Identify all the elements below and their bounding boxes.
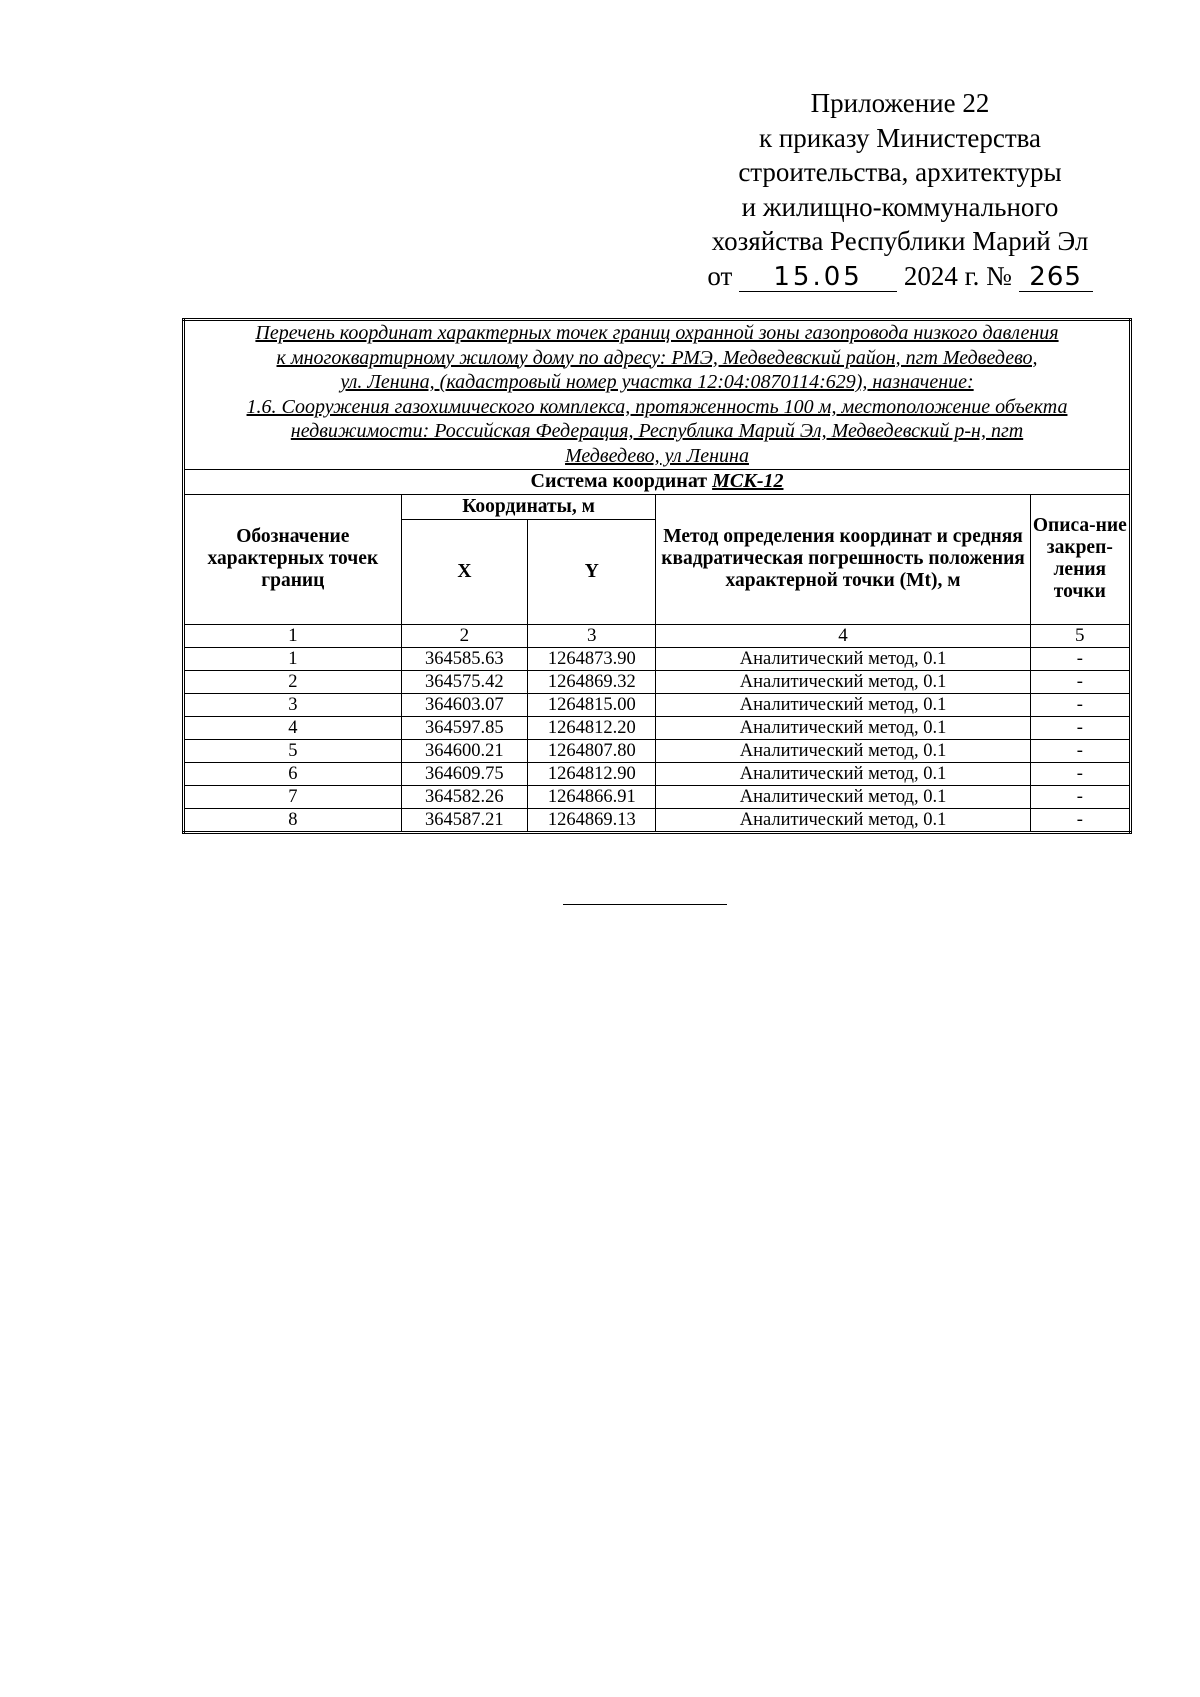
- x-cell: 364609.75: [401, 762, 527, 785]
- method-cell: Аналитический метод, 0.1: [656, 785, 1030, 808]
- header-line: и жилищно-коммунального: [741, 191, 1059, 222]
- header-x: X: [401, 519, 527, 624]
- column-number: 1: [184, 624, 402, 647]
- method-cell: Аналитический метод, 0.1: [656, 647, 1030, 670]
- year-text: 2024 г. №: [903, 260, 1012, 291]
- header-line: хозяйства Республики Марий Эл: [711, 226, 1089, 256]
- table-title-line: 1.6. Сооружения газохимического комплекса, протяженность 100 м, местоположение объекта: [246, 395, 1068, 418]
- point-cell: 5: [184, 739, 402, 762]
- end-separator-line: [563, 904, 727, 905]
- description-cell: -: [1030, 808, 1130, 832]
- method-cell: Аналитический метод, 0.1: [656, 739, 1030, 762]
- description-cell: -: [1030, 762, 1130, 785]
- y-cell: 1264815.00: [528, 693, 656, 716]
- description-cell: -: [1030, 647, 1130, 670]
- description-cell: -: [1030, 716, 1130, 739]
- table-row: [184, 647, 1131, 670]
- table-row: [184, 739, 1131, 762]
- method-cell: Аналитический метод, 0.1: [656, 808, 1030, 832]
- x-cell: 364597.85: [401, 716, 527, 739]
- header-point: Обозначение характерных точек границ: [184, 494, 402, 624]
- column-number: 4: [656, 624, 1030, 647]
- point-cell: 4: [184, 716, 402, 739]
- point-cell: 6: [184, 762, 402, 785]
- point-cell: 7: [184, 785, 402, 808]
- handwritten-order-number: 265: [1019, 263, 1093, 292]
- column-number: 5: [1030, 624, 1130, 647]
- column-number: 3: [528, 624, 656, 647]
- coordinate-system-value: МСК-12: [712, 470, 784, 493]
- x-cell: 364582.26: [401, 785, 527, 808]
- point-cell: 8: [184, 808, 402, 832]
- table-row: [184, 716, 1131, 739]
- table-title-line: Перечень координат характерных точек границ охранной зоны газопровода низкого давления: [255, 322, 1059, 344]
- document-header: [690, 86, 1110, 293]
- coordinates-table: [182, 318, 1132, 834]
- y-cell: 1264807.80: [528, 739, 656, 762]
- x-cell: 364603.07: [401, 693, 527, 716]
- method-cell: Аналитический метод, 0.1: [656, 670, 1030, 693]
- table-title-line: к многоквартирному жилому дому по адресу: РМЭ, Медведевский район, пгт Медведево,: [276, 346, 1038, 369]
- table-row: [184, 693, 1131, 716]
- header-line: Приложение 22: [810, 88, 990, 118]
- point-cell: 3: [184, 693, 402, 716]
- y-cell: 1264869.32: [528, 670, 656, 693]
- table-row: [184, 670, 1131, 693]
- y-cell: 1264873.90: [528, 647, 656, 670]
- description-cell: -: [1030, 693, 1130, 716]
- y-cell: 1264869.13: [528, 808, 656, 832]
- header-line: строительства, архитектуры: [738, 157, 1062, 187]
- table-title-line: Медведево, ул Ленина: [565, 444, 749, 467]
- table-row: [184, 785, 1131, 808]
- table-row: [184, 808, 1131, 832]
- header-description: Описа-ние закреп-ления точки: [1030, 494, 1130, 624]
- table-title-line: недвижимости: Российская Федерация, Республика Марий Эл, Медведевский р-н, пгт: [290, 420, 1024, 443]
- table-title-line: ул. Ленина, (кадастровый номер участка 12:04:0870114:629), назначение:: [340, 371, 974, 394]
- point-cell: 2: [184, 670, 402, 693]
- description-cell: -: [1030, 670, 1130, 693]
- method-cell: Аналитический метод, 0.1: [656, 716, 1030, 739]
- x-cell: 364575.42: [401, 670, 527, 693]
- date-prefix: от: [707, 260, 733, 291]
- header-method: Метод определения координат и средняя квадратическая погрешность положения характерной точки (Mt), м: [656, 494, 1030, 624]
- method-cell: Аналитический метод, 0.1: [656, 762, 1030, 785]
- description-cell: -: [1030, 739, 1130, 762]
- coordinate-system: [184, 469, 1131, 494]
- handwritten-date: 15.05: [739, 263, 897, 292]
- header-y: Y: [528, 519, 656, 624]
- column-numbers-row: [184, 624, 1131, 647]
- point-cell: 1: [184, 647, 402, 670]
- table-row: [184, 762, 1131, 785]
- x-cell: 364585.63: [401, 647, 527, 670]
- description-cell: -: [1030, 785, 1130, 808]
- x-cell: 364600.21: [401, 739, 527, 762]
- header-coordinates: Координаты, м: [401, 494, 656, 519]
- column-number: 2: [401, 624, 527, 647]
- method-cell: Аналитический метод, 0.1: [656, 693, 1030, 716]
- coordinate-system-label: Система координат: [530, 470, 708, 493]
- y-cell: 1264812.90: [528, 762, 656, 785]
- header-line: к приказу Министерства: [758, 122, 1042, 153]
- header-date-line: [690, 259, 1110, 294]
- x-cell: 364587.21: [401, 808, 527, 832]
- table-title: [184, 320, 1131, 470]
- y-cell: 1264866.91: [528, 785, 656, 808]
- y-cell: 1264812.20: [528, 716, 656, 739]
